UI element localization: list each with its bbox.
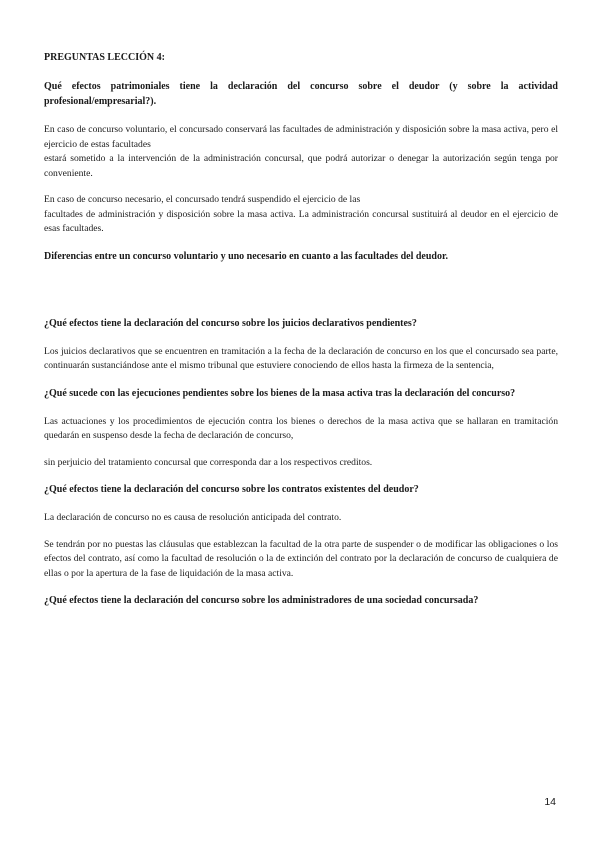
question-pending-executions: ¿Qué sucede con las ejecuciones pendientes sobre los bienes de la masa activa tras la declaración del concurso? (44, 387, 516, 399)
answer-declarative-trials: Los juicios declarativos que se encuentren en tramitación a la fecha de la declaración de concurso en los que el concursado sea parte, continuarán sustanciándose ante el mismo tribunal que estuviere conociendo de ellos hasta la firmeza de la sentencia, (44, 345, 558, 371)
question-declarative-trials: ¿Qué efectos tiene la declaración del concurso sobre los juicios declarativos pendientes? (44, 317, 417, 329)
page-number: 14 (544, 796, 556, 808)
answer-voluntary-concurso (44, 123, 558, 181)
answer-necessary-concurso (44, 193, 558, 237)
answer-necessary-line1: En caso de concurso necesario, el concursado tendrá suspendido el ejercicio de las (44, 194, 361, 205)
question-patrimonial-effects: Qué efectos patrimoniales tiene la declaración del concurso sobre el deudor (y sobre la actividad profesional/empresarial?). (44, 81, 558, 107)
document-page (44, 50, 558, 622)
answer-voluntary-line1: En caso de concurso voluntario, el concursado conservará las facultades de administración y disposición sobre la masa activa, pero el ejercicio de estas facultades (44, 124, 558, 150)
lesson-title: PREGUNTAS LECCIÓN 4: (44, 52, 165, 63)
answer-voluntary-line2: estará sometido a la intervención de la administración concursal, que podrá autorizar o denegar la autorización según tenga por conveniente. (44, 153, 558, 179)
answer-pending-executions: Las actuaciones y los procedimientos de ejecución contra los bienes o derechos de la masa activa que se hallaran en tramitación quedarán en suspenso desde la fecha de declaración de concurso, (44, 415, 558, 441)
question-differences: Diferencias entre un concurso voluntario y uno necesario en cuanto a las facultades del deudor. (44, 250, 448, 262)
answer-contracts-no-resolution: La declaración de concurso no es causa de resolución anticipada del contrato. (44, 512, 342, 523)
answer-necessary-line2: facultades de administración y disposición sobre la masa activa. La administración concursal sustituirá al deudor en el ejercicio de esas facultades. (44, 208, 558, 234)
question-administrators: ¿Qué efectos tiene la declaración del concurso sobre los administradores de una sociedad concursada? (44, 595, 479, 606)
answer-pending-executions-note: sin perjuicio del tratamiento concursal que corresponda dar a los respectivos creditos. (44, 456, 373, 468)
question-existing-contracts: ¿Qué efectos tiene la declaración del concurso sobre los contratos existentes del deudor? (44, 484, 419, 495)
answer-contracts-clauses: Se tendrán por no puestas las cláusulas que establezcan la facultad de la otra parte de suspender o de modificar las obligaciones o los efectos del contrato, así como la facultad de resolución o la de extinción del contrato por la declaración de concurso de cualquiera de ellas o por la apertura de la fase de liquidación de la masa activa. (44, 538, 558, 579)
